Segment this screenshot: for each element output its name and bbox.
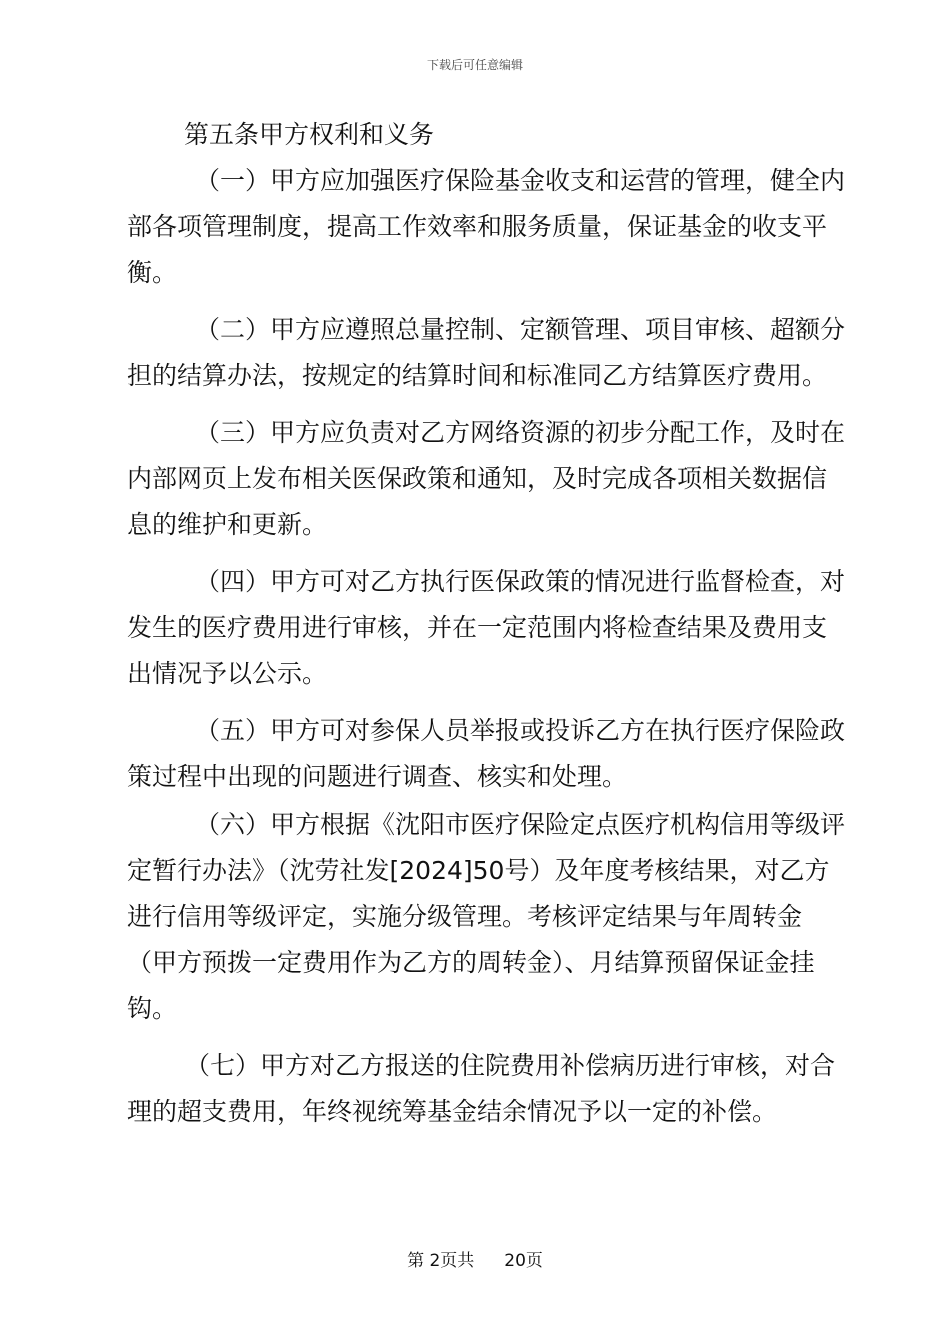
page-footer <box>0 1246 950 1271</box>
document-body <box>127 112 847 1146</box>
page-total-label: 20页 <box>504 1251 543 1271</box>
page-number-label: 第 2页共 <box>407 1251 475 1271</box>
article-title: 第五条甲方权利和义务 <box>184 120 435 149</box>
page-header: 下载后可任意编辑 <box>426 58 523 72</box>
paragraph-7: （七）甲方对乙方报送的住院费用补偿病历进行审核，对合理的超支费用，年终视统筹基金结余情况予以一定的补偿。 <box>127 1051 836 1126</box>
paragraph-3: （三）甲方应负责对乙方网络资源的初步分配工作，及时在内部网页上发布相关医保政策和通知，及时完成各项相关数据信息的维护和更新。 <box>127 418 846 539</box>
paragraph-1: （一）甲方应加强医疗保险基金收支和运营的管理，健全内部各项管理制度，提高工作效率和服务质量，保证基金的收支平衡。 <box>127 166 846 287</box>
paragraph-5: （五）甲方可对参保人员举报或投诉乙方在执行医疗保险政策过程中出现的问题进行调查、核实和处理。 <box>127 716 846 791</box>
paragraph-2: （二）甲方应遵照总量控制、定额管理、项目审核、超额分担的结算办法，按规定的结算时间和标准同乙方结算医疗费用。 <box>127 315 846 390</box>
paragraph-4: （四）甲方可对乙方执行医保政策的情况进行监督检查，对发生的医疗费用进行审核，并在一定范围内将检查结果及费用支出情况予以公示。 <box>127 567 846 688</box>
paragraph-6: （六）甲方根据《沈阳市医疗保险定点医疗机构信用等级评定暂行办法》（沈劳社发[2024]50号）及年度考核结果，对乙方进行信用等级评定，实施分级管理。考核评定结果与年周转金（甲方预拨一定费用作为乙方的周转金）、月结算预留保证金挂钩。 <box>127 810 846 1023</box>
